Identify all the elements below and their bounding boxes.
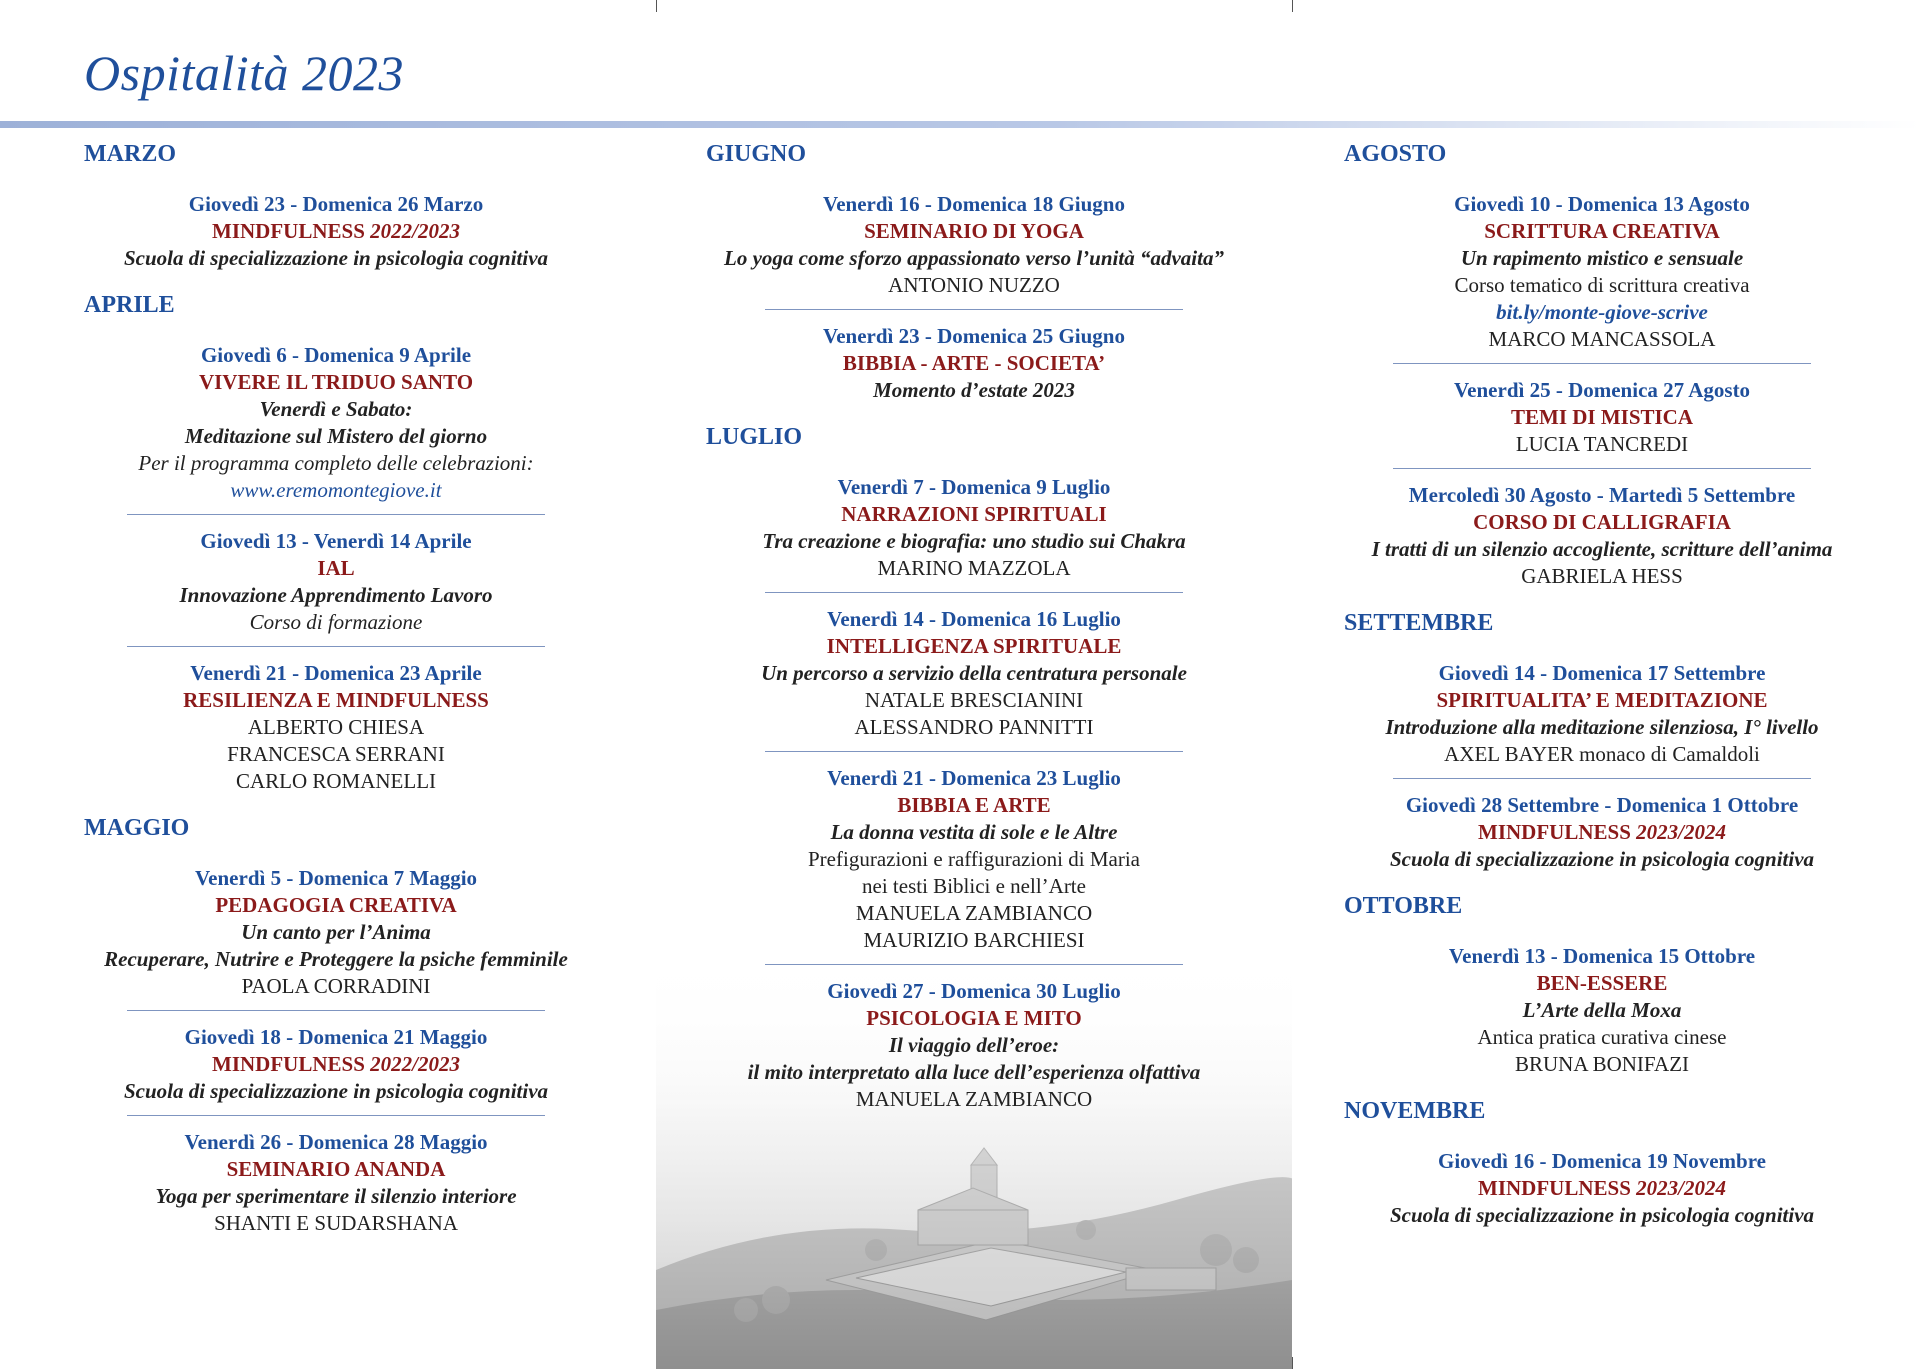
event-subtitle: Un percorso a servizio della centratura personale (761, 661, 1187, 685)
event-title (84, 1051, 588, 1078)
event-block (84, 660, 588, 795)
event-subtitle: Momento d’estate 2023 (873, 378, 1075, 402)
event-title-text: RESILIENZA E MINDFULNESS (183, 688, 489, 712)
event-subtitle: Il viaggio dell’eroe: (888, 1033, 1060, 1057)
event-block (1344, 1148, 1860, 1229)
month-heading: NOVEMBRE (1344, 1098, 1486, 1124)
event-title (1344, 970, 1860, 997)
event-subtitle: I tratti di un silenzio accogliente, scritture dell’anima (1371, 537, 1833, 561)
event-title (706, 350, 1242, 377)
event-detail: Prefigurazioni e raffigurazioni di Maria (808, 847, 1140, 871)
event-subtitle: Scuola di specializzazione in psicologia cognitiva (123, 1079, 549, 1103)
event-detail: BRUNA BONIFAZI (1514, 1052, 1690, 1076)
event-subtitle: Recuperare, Nutrire e Proteggere la psiche femminile (104, 947, 568, 971)
event-detail: NATALE BRESCIANINI (864, 688, 1084, 712)
event-title (84, 218, 588, 245)
event-subtitle: Venerdì e Sabato: (259, 397, 413, 421)
event-title-text: MINDFULNESS (1478, 1176, 1631, 1200)
event-title (706, 633, 1242, 660)
event-title (84, 1156, 588, 1183)
event-detail: MAURIZIO BARCHIESI (863, 928, 1085, 952)
event-subtitle: Innovazione Apprendimento Lavoro (179, 583, 493, 607)
event-title-text: CORSO DI CALLIGRAFIA (1473, 510, 1731, 534)
event-subtitle: Scuola di specializzazione in psicologia cognitiva (123, 246, 549, 270)
event-detail: Antica pratica curativa cinese (1477, 1025, 1727, 1049)
event-date: Giovedì 16 - Domenica 19 Novembre (1438, 1149, 1766, 1173)
month-heading: APRILE (84, 292, 175, 318)
event-subtitle: Un rapimento mistico e sensuale (1460, 246, 1744, 270)
event-title-year: 2022/2023 (370, 219, 460, 243)
event-block (706, 765, 1242, 954)
event-subtitle: Corso di formazione (249, 610, 423, 634)
column-june-july (706, 139, 1242, 1121)
event-date: Giovedì 13 - Venerdì 14 Aprile (200, 529, 472, 553)
event-subtitle: Per il programma completo delle celebrazioni: (138, 451, 534, 475)
event-title-text: SCRITTURA CREATIVA (1484, 219, 1720, 243)
event-subtitle: Meditazione sul Mistero del giorno (184, 424, 488, 448)
event-title (706, 218, 1242, 245)
event-detail: SHANTI E SUDARSHANA (214, 1211, 458, 1235)
event-block (84, 865, 588, 1000)
event-title-year: 2023/2024 (1636, 820, 1726, 844)
event-detail: LUCIA TANCREDI (1515, 432, 1689, 456)
event-subtitle: Scuola di specializzazione in psicologia cognitiva (1389, 1203, 1815, 1227)
event-title-text: MINDFULNESS (212, 219, 365, 243)
event-detail: GABRIELA HESS (1521, 564, 1683, 588)
event-title-text: NARRAZIONI SPIRITUALI (841, 502, 1107, 526)
event-block (706, 606, 1242, 741)
event-title (84, 892, 588, 919)
event-title-text: BIBBIA E ARTE (897, 793, 1051, 817)
event-subtitle: Un canto per l’Anima (241, 920, 431, 944)
event-block (706, 323, 1242, 404)
event-separator (1393, 468, 1811, 469)
event-block (706, 474, 1242, 582)
event-date: Venerdì 23 - Domenica 25 Giugno (823, 324, 1125, 348)
event-date: Giovedì 23 - Domenica 26 Marzo (188, 192, 484, 216)
event-title-year: 2022/2023 (370, 1052, 460, 1076)
event-title-year: 2023/2024 (1636, 1176, 1726, 1200)
event-detail: FRANCESCA SERRANI (227, 742, 445, 766)
event-title-text: MINDFULNESS (212, 1052, 365, 1076)
event-title-text: TEMI DI MISTICA (1510, 405, 1694, 429)
event-title-text: PSICOLOGIA E MITO (866, 1006, 1082, 1030)
event-title-text: INTELLIGENZA SPIRITUALE (826, 634, 1122, 658)
month-heading: MARZO (84, 141, 176, 167)
event-title-text: IAL (317, 556, 355, 580)
event-date: Giovedì 27 - Domenica 30 Luglio (827, 979, 1121, 1003)
event-detail: MANUELA ZAMBIANCO (855, 1087, 1093, 1111)
event-title (1344, 1175, 1860, 1202)
month-heading: OTTOBRE (1344, 893, 1463, 919)
event-title-text: PEDAGOGIA CREATIVA (215, 893, 457, 917)
month-heading: AGOSTO (1344, 141, 1447, 167)
month-heading: GIUGNO (706, 141, 807, 167)
event-subtitle: Tra creazione e biografia: uno studio sui Chakra (762, 529, 1186, 553)
event-separator (127, 514, 545, 515)
event-title-text: BIBBIA - ARTE - SOCIETA’ (842, 351, 1106, 375)
event-date: Venerdì 14 - Domenica 16 Luglio (827, 607, 1121, 631)
event-date: Venerdì 26 - Domenica 28 Maggio (184, 1130, 488, 1154)
event-title (84, 369, 588, 396)
event-date: Mercoledì 30 Agosto - Martedì 5 Settembre (1408, 483, 1796, 507)
event-block (1344, 377, 1860, 458)
event-detail: CARLO ROMANELLI (235, 769, 437, 793)
event-title (1344, 687, 1860, 714)
title-rule (0, 121, 1920, 128)
month-heading: MAGGIO (84, 815, 190, 841)
event-title (706, 501, 1242, 528)
event-block (706, 978, 1242, 1113)
event-separator (1393, 778, 1811, 779)
event-detail: Corso tematico di scrittura creativa (1454, 273, 1750, 297)
event-date: Venerdì 5 - Domenica 7 Maggio (194, 866, 478, 890)
page-title: Ospitalità 2023 (84, 45, 405, 101)
event-title-text: BEN-ESSERE (1536, 971, 1668, 995)
event-block (84, 1024, 588, 1105)
event-detail: AXEL BAYER monaco di Camaldoli (1444, 742, 1760, 766)
event-block (706, 191, 1242, 299)
fold-mark-right-bottom (1292, 1357, 1293, 1369)
event-detail: ALBERTO CHIESA (247, 715, 425, 739)
event-detail: PAOLA CORRADINI (241, 974, 431, 998)
column-august-november (1344, 139, 1864, 1237)
event-title-text: MINDFULNESS (1478, 820, 1631, 844)
event-subtitle: La donna vestita di sole e le Altre (830, 820, 1118, 844)
event-block (1344, 191, 1860, 353)
event-block (1344, 792, 1860, 873)
event-title (84, 555, 588, 582)
event-date: Venerdì 21 - Domenica 23 Luglio (827, 766, 1121, 790)
month-heading: SETTEMBRE (1344, 610, 1494, 636)
event-detail: ANTONIO NUZZO (888, 273, 1060, 297)
event-title (1344, 404, 1860, 431)
event-title-text: SEMINARIO ANANDA (226, 1157, 446, 1181)
event-date: Giovedì 14 - Domenica 17 Settembre (1438, 661, 1766, 685)
event-date: Giovedì 18 - Domenica 21 Maggio (184, 1025, 488, 1049)
event-block (84, 528, 588, 636)
event-separator (127, 1010, 545, 1011)
event-date: Venerdì 13 - Domenica 15 Ottobre (1448, 944, 1756, 968)
event-block (84, 342, 588, 504)
event-block (84, 191, 588, 272)
event-date: Venerdì 7 - Domenica 9 Luglio (837, 475, 1111, 499)
event-separator (1393, 363, 1811, 364)
event-subtitle: Yoga per sperimentare il silenzio interiore (155, 1184, 517, 1208)
event-subtitle: Scuola di specializzazione in psicologia cognitiva (1389, 847, 1815, 871)
event-block (84, 1129, 588, 1237)
event-detail: MANUELA ZAMBIANCO (855, 901, 1093, 925)
event-date: Giovedì 6 - Domenica 9 Aprile (200, 343, 472, 367)
event-block (1344, 943, 1860, 1078)
event-date: Venerdì 21 - Domenica 23 Aprile (190, 661, 482, 685)
event-title-text: VIVERE IL TRIDUO SANTO (198, 370, 474, 394)
event-title (84, 687, 588, 714)
event-separator (765, 751, 1183, 752)
event-detail: MARCO MANCASSOLA (1488, 327, 1716, 351)
event-separator (765, 309, 1183, 310)
event-detail: nei testi Biblici e nell’Arte (862, 874, 1086, 898)
event-link[interactable]: bit.ly/monte-giove-scrive (1496, 300, 1708, 324)
event-subtitle: L’Arte della Moxa (1522, 998, 1682, 1022)
event-subtitle: Lo yoga come sforzo appassionato verso l’unità “advaita” (724, 246, 1224, 270)
event-separator (765, 592, 1183, 593)
event-detail: ALESSANDRO PANNITTI (854, 715, 1094, 739)
event-block (1344, 660, 1860, 768)
event-subtitle: Introduzione alla meditazione silenziosa, I° livello (1385, 715, 1819, 739)
event-separator (127, 646, 545, 647)
event-date: Venerdì 16 - Domenica 18 Giugno (823, 192, 1125, 216)
event-separator (765, 964, 1183, 965)
event-date: Venerdì 25 - Domenica 27 Agosto (1453, 378, 1751, 402)
event-title (1344, 509, 1860, 536)
event-title-text: SEMINARIO DI YOGA (864, 219, 1084, 243)
fold-mark-left-top (656, 0, 657, 12)
event-title (706, 792, 1242, 819)
event-title (1344, 819, 1860, 846)
event-date: Giovedì 10 - Domenica 13 Agosto (1454, 192, 1750, 216)
event-block (1344, 482, 1860, 590)
event-title-text: SPIRITUALITA’ E MEDITAZIONE (1436, 688, 1768, 712)
event-title (706, 1005, 1242, 1032)
event-link[interactable]: www.eremomontegiove.it (230, 478, 442, 502)
event-date: Giovedì 28 Settembre - Domenica 1 Ottobre (1405, 793, 1799, 817)
event-detail: MARINO MAZZOLA (877, 556, 1071, 580)
event-title (1344, 218, 1860, 245)
fold-mark-right-top (1292, 0, 1293, 12)
event-separator (127, 1115, 545, 1116)
event-subtitle: il mito interpretato alla luce dell’esperienza olfattiva (747, 1060, 1201, 1084)
month-heading: LUGLIO (706, 424, 803, 450)
column-march-may (84, 139, 594, 1245)
